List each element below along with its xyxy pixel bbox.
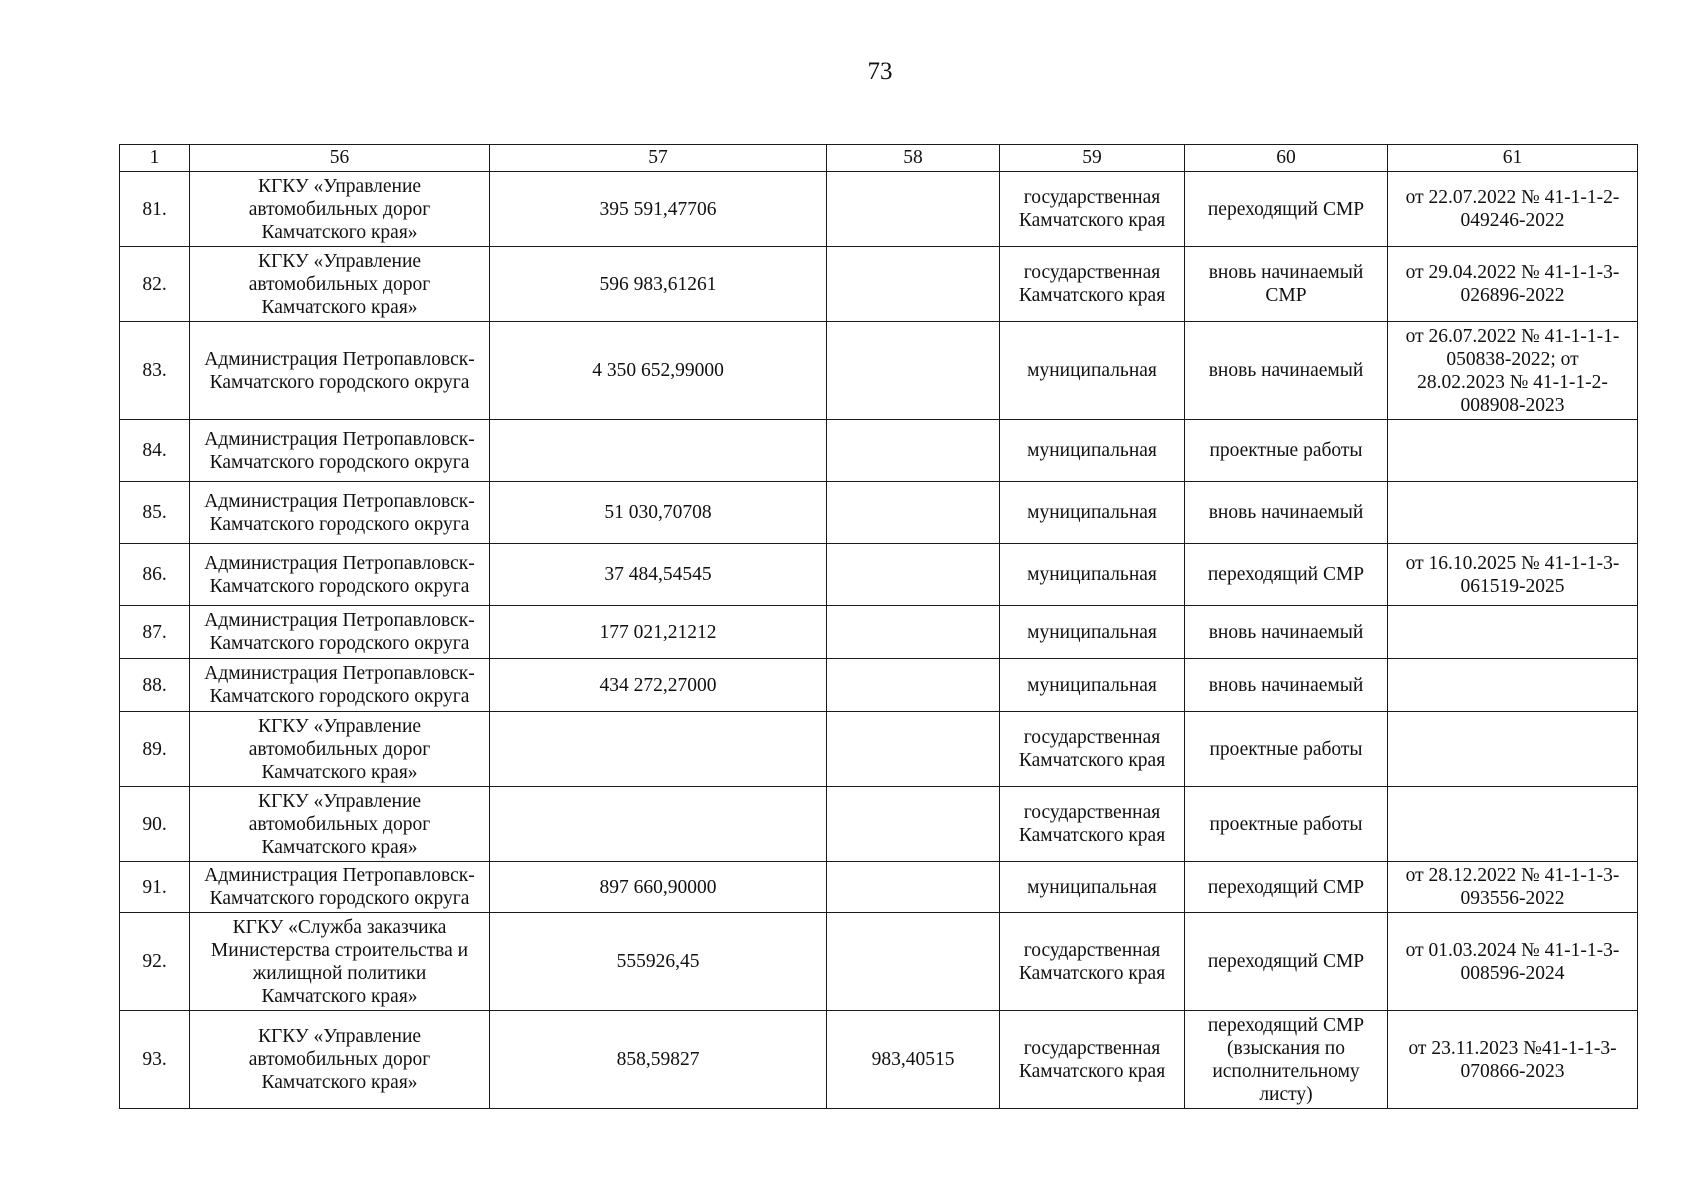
ownership-cell: муниципальная <box>1000 482 1185 544</box>
expertise-cell: от 22.07.2022 № 41-1-1-2-049246-2022 <box>1388 172 1638 247</box>
organization-cell: КГКУ «Служба заказчика Министерства строительства и жилищной политики Камчатского края» <box>190 913 490 1011</box>
registry-table <box>119 144 1638 1109</box>
expertise-cell <box>1388 482 1638 544</box>
expertise-cell: от 26.07.2022 № 41-1-1-1-050838-2022; от 28.02.2023 № 41-1-1-2-008908-2023 <box>1388 322 1638 420</box>
column-number-row <box>120 145 1638 172</box>
col57-cell <box>490 787 827 862</box>
col58-cell <box>827 712 1000 787</box>
col58-cell <box>827 606 1000 659</box>
work-type-cell: проектные работы <box>1185 420 1388 482</box>
col57-cell: 37 484,54545 <box>490 544 827 606</box>
col58-cell <box>827 482 1000 544</box>
col57-cell <box>490 420 827 482</box>
row-number-cell: 88. <box>120 659 190 712</box>
col58-cell <box>827 862 1000 913</box>
col58-cell <box>827 544 1000 606</box>
table-row <box>120 544 1638 606</box>
col58-cell <box>827 247 1000 322</box>
organization-cell: Администрация Петропавловск-Камчатского городского округа <box>190 659 490 712</box>
ownership-cell: государственная Камчатского края <box>1000 787 1185 862</box>
col58-cell <box>827 420 1000 482</box>
work-type-cell: вновь начинаемый СМР <box>1185 247 1388 322</box>
col57-cell: 434 272,27000 <box>490 659 827 712</box>
row-number-cell: 82. <box>120 247 190 322</box>
col57-cell: 4 350 652,99000 <box>490 322 827 420</box>
col58-cell <box>827 659 1000 712</box>
work-type-cell: вновь начинаемый <box>1185 322 1388 420</box>
col57-cell: 177 021,21212 <box>490 606 827 659</box>
table-row <box>120 659 1638 712</box>
column-number-header: 56 <box>190 145 490 172</box>
row-number-cell: 93. <box>120 1011 190 1109</box>
work-type-cell: проектные работы <box>1185 787 1388 862</box>
row-number-cell: 90. <box>120 787 190 862</box>
row-number-cell: 89. <box>120 712 190 787</box>
expertise-cell: от 16.10.2025 № 41-1-1-3-061519-2025 <box>1388 544 1638 606</box>
col57-cell: 858,59827 <box>490 1011 827 1109</box>
row-number-cell: 84. <box>120 420 190 482</box>
row-number-cell: 85. <box>120 482 190 544</box>
ownership-cell: муниципальная <box>1000 606 1185 659</box>
col57-cell: 596 983,61261 <box>490 247 827 322</box>
table-row <box>120 482 1638 544</box>
work-type-cell: переходящий СМР <box>1185 913 1388 1011</box>
organization-cell: КГКУ «Управление автомобильных дорог Камчатского края» <box>190 247 490 322</box>
table-row <box>120 322 1638 420</box>
row-number-cell: 91. <box>120 862 190 913</box>
column-number-header: 57 <box>490 145 827 172</box>
column-number-header: 1 <box>120 145 190 172</box>
organization-cell: КГКУ «Управление автомобильных дорог Камчатского края» <box>190 172 490 247</box>
work-type-cell: вновь начинаемый <box>1185 606 1388 659</box>
row-number-cell: 81. <box>120 172 190 247</box>
col57-cell: 897 660,90000 <box>490 862 827 913</box>
row-number-cell: 83. <box>120 322 190 420</box>
ownership-cell: муниципальная <box>1000 862 1185 913</box>
expertise-cell <box>1388 787 1638 862</box>
expertise-cell <box>1388 420 1638 482</box>
ownership-cell: муниципальная <box>1000 420 1185 482</box>
row-number-cell: 92. <box>120 913 190 1011</box>
col57-cell: 51 030,70708 <box>490 482 827 544</box>
work-type-cell: вновь начинаемый <box>1185 482 1388 544</box>
ownership-cell: муниципальная <box>1000 659 1185 712</box>
row-number-cell: 87. <box>120 606 190 659</box>
work-type-cell: переходящий СМР (взыскания по исполнительному листу) <box>1185 1011 1388 1109</box>
expertise-cell: от 28.12.2022 № 41-1-1-3-093556-2022 <box>1388 862 1638 913</box>
table-row <box>120 606 1638 659</box>
organization-cell: Администрация Петропавловск-Камчатского городского округа <box>190 322 490 420</box>
work-type-cell: проектные работы <box>1185 712 1388 787</box>
row-number-cell: 86. <box>120 544 190 606</box>
ownership-cell: государственная Камчатского края <box>1000 712 1185 787</box>
table-row <box>120 247 1638 322</box>
expertise-cell: от 23.11.2023 №41-1-1-3-070866-2023 <box>1388 1011 1638 1109</box>
table-row <box>120 787 1638 862</box>
ownership-cell: государственная Камчатского края <box>1000 172 1185 247</box>
ownership-cell: государственная Камчатского края <box>1000 913 1185 1011</box>
col57-cell: 555926,45 <box>490 913 827 1011</box>
col58-cell <box>827 322 1000 420</box>
column-number-header: 58 <box>827 145 1000 172</box>
column-number-header: 61 <box>1388 145 1638 172</box>
column-number-header: 60 <box>1185 145 1388 172</box>
table-row <box>120 1011 1638 1109</box>
table-row <box>120 862 1638 913</box>
col57-cell: 395 591,47706 <box>490 172 827 247</box>
ownership-cell: государственная Камчатского края <box>1000 247 1185 322</box>
col58-cell: 983,40515 <box>827 1011 1000 1109</box>
expertise-cell: от 29.04.2022 № 41-1-1-3-026896-2022 <box>1388 247 1638 322</box>
work-type-cell: переходящий СМР <box>1185 862 1388 913</box>
expertise-cell: от 01.03.2024 № 41-1-1-3-008596-2024 <box>1388 913 1638 1011</box>
ownership-cell: муниципальная <box>1000 322 1185 420</box>
col58-cell <box>827 787 1000 862</box>
expertise-cell <box>1388 606 1638 659</box>
col58-cell <box>827 172 1000 247</box>
organization-cell: Администрация Петропавловск-Камчатского городского округа <box>190 482 490 544</box>
work-type-cell: вновь начинаемый <box>1185 659 1388 712</box>
table-row <box>120 913 1638 1011</box>
ownership-cell: государственная Камчатского края <box>1000 1011 1185 1109</box>
column-number-header: 59 <box>1000 145 1185 172</box>
col57-cell <box>490 712 827 787</box>
organization-cell: КГКУ «Управление автомобильных дорог Камчатского края» <box>190 712 490 787</box>
table-row <box>120 172 1638 247</box>
organization-cell: Администрация Петропавловск-Камчатского городского округа <box>190 420 490 482</box>
ownership-cell: муниципальная <box>1000 544 1185 606</box>
col58-cell <box>827 913 1000 1011</box>
table-row <box>120 712 1638 787</box>
organization-cell: Администрация Петропавловск-Камчатского городского округа <box>190 544 490 606</box>
table-row <box>120 420 1638 482</box>
organization-cell: КГКУ «Управление автомобильных дорог Камчатского края» <box>190 1011 490 1109</box>
organization-cell: Администрация Петропавловск-Камчатского городского округа <box>190 606 490 659</box>
organization-cell: КГКУ «Управление автомобильных дорог Камчатского края» <box>190 787 490 862</box>
expertise-cell <box>1388 659 1638 712</box>
page-number: 73 <box>867 58 893 85</box>
work-type-cell: переходящий СМР <box>1185 172 1388 247</box>
organization-cell: Администрация Петропавловск-Камчатского городского округа <box>190 862 490 913</box>
expertise-cell <box>1388 712 1638 787</box>
work-type-cell: переходящий СМР <box>1185 544 1388 606</box>
